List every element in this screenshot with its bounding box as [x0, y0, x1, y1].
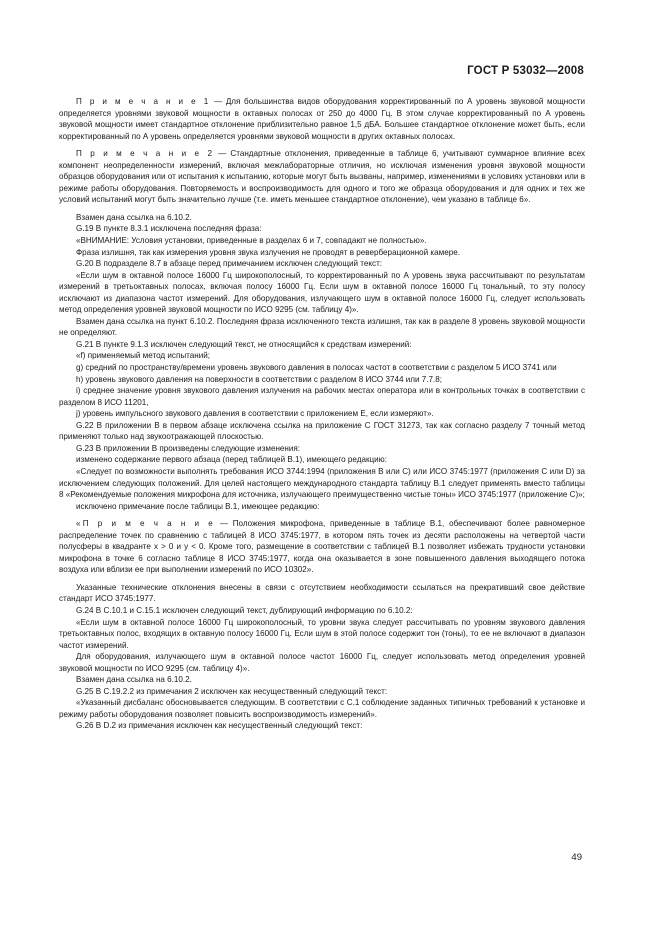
list-item: j) уровень импульсного звукового давления в соответствии с приложением Е, если измеряют».	[76, 409, 434, 419]
text-paragraph: Взамен дана ссылка на 6.10.2.	[76, 212, 192, 222]
clause-g23: G.23 В приложении В произведены следующие изменения:	[76, 443, 301, 453]
clause-g19: G.19 В пункте 8.3.1 исключена последняя фраза:	[76, 224, 262, 234]
note-label: П р и м е ч а н и е 1	[76, 97, 211, 106]
text-paragraph: «Если шум в октавной полосе 16000 Гц широкополосный, то уровни звука следует рассчитывать по уровням звукового давления третьоктавных полос, входящих в октавную полосу 16000 Гц. Если шум в этой полосе содержит тон (тоны), то ее не включают в диапазон частот измерений.	[59, 617, 585, 650]
list-item: h) уровень звукового давления на поверхности в соответствии с разделом 8 ИСО 3744 или 7.7.8;	[76, 374, 442, 384]
page-number: 49	[571, 852, 582, 863]
page-body	[59, 96, 585, 732]
list-item: g) средний по пространству/времени уровень звукового давления в полосах частот в соответствии с разделом 5 ИСО 3741 или	[76, 363, 557, 373]
text-paragraph: изменено содержание первого абзаца (перед таблицей В.1), имеющего редакцию:	[76, 455, 387, 465]
clause-g21: G.21 В пункте 9.1.3 исключен следующий текст, не относящийся к средствам измерений:	[76, 339, 412, 349]
text-paragraph: «Следует по возможности выполнять требования ИСО 3744:1994 (приложения В или С) или ИСО 3745:1977 (приложения С или D) за исключением следующих положений. Для целей настоящего международного стандарта таблицу В.1 следует применять вместо таблицы 8 «Рекомендуемые положения микрофона для источника, излучающего преимущественно чистые тоны» ИСО 3745:1977 (приложение С)»;	[59, 466, 585, 500]
list-item: i) среднее значение уровня звукового давления излучения на рабочих местах оператора или в контрольных точках в соответствии с разделом 8 ИСО 11201,	[59, 386, 585, 407]
clause-g25: G.25 В С.19.2.2 из примечания 2 исключен как несущественный следующий текст:	[76, 686, 388, 696]
text-paragraph: Взамен дана ссылка на 6.10.2.	[76, 675, 192, 685]
text-paragraph: Фраза излишня, так как измерения уровня звука излучения не проводят в реверберационной камере.	[76, 247, 460, 257]
text-paragraph: исключено примечание после таблицы В.1, имеющее редакцию:	[76, 501, 320, 511]
text-paragraph: «Если шум в октавной полосе 16000 Гц широкополосный, то корректированный по А уровень звука рассчитывают по результатам измерений в третьоктавных полосах, включая полосу 16000 Гц. Если шум в октавной полосе 16000 Гц тональный, то эту полосу исключают из диапазона частот измерений. Для оборудования, излучающего шум в октавной полосе 16000 Гц, следует использовать метод определения уровней звуковой мощности по ИСО 9295 (см. таблицу 4)».	[59, 270, 585, 315]
text-paragraph: «ВНИМАНИЕ: Условия установки, приведенные в разделах 6 и 7, совпадают не полностью».	[76, 236, 427, 246]
note-1-paragraph	[59, 96, 585, 142]
text-paragraph: Для оборудования, излучающего шум в октавной полосе частот 16000 Гц, следует использовать метод определения уровней звуковой мощности по ИСО 9295 (см. таблицу 4)».	[59, 652, 585, 673]
note-text: — Для большинства видов оборудования корректированный по А уровень звуковой мощности определяется уровнями звуковой мощности в октавных полосах от 250 до 4000 Гц. В этом случае корректированный по А уровень звуковой мощности имеет стандартное отклонение приблизительно равное 1,5 дБА. Большее стандартное отклонение может быть, если корректированный по А уровень определяется уровнями звуковой мощности в других октавных полосах.	[59, 97, 585, 141]
clause-g20: G.20 В подразделе 8.7 в абзаце перед примечанием исключен следующий текст:	[76, 259, 383, 269]
note-2-paragraph	[59, 148, 585, 206]
note-text: — Стандартные отклонения, приведенные в таблице 6, учитывают суммарное влияние всех компонент неопределенности измерений, включая межлабораторные отличия, но исключая изменения уровня звуковой мощности образцов оборудования или от испытания к испытанию, которые могут быть вызваны, например, изменениями в условиях установки или в режиме работы оборудования. Повторяемость и воспроизводимость для одного и того же образца оборудования и для одних и тех же условий испытаний могут быть значительно лучше (т.е. иметь меньшее стандартное отклонение), чем указано в таблице 6».	[59, 149, 585, 205]
clause-g26: G.26 В D.2 из примечания исключен как несущественный следующий текст:	[76, 721, 363, 731]
text-paragraph: Взамен дана ссылка на пункт 6.10.2. Последняя фраза исключенного текста излишня, так как в разделе 8 уровень звуковой мощности не определяют.	[59, 316, 585, 338]
list-item: «f) применяемый метод испытаний;	[76, 351, 211, 361]
clause-g24: G.24 В С.10.1 и С.15.1 исключен следующий текст, дублирующий информацию по 6.10.2:	[76, 605, 413, 615]
clause-g22: G.22 В приложении В в первом абзаце исключена ссылка на приложение С ГОСТ 31273, так как согласно разделу 7 точный метод применяют только над звукоотражающей плоскостью.	[59, 420, 585, 442]
note-text: — Положения микрофона, приведенные в таблице В.1, обеспечивают более равномерное распределение точек по сравнению с таблицей 8 ИСО 3745:1977, в котором пять точек из десяти расположены на четвертой части полусферы в квадранте х > 0 и у < 0. Кроме того, размещение в соответствии с таблицей В.1 позволяет избежать трудности установки микрофона в точке 6 согласно таблице 8 ИСО 3745:1977, когда она оказывается в зоне повышенного давления выходящего потока воздуха или вблизи ее при выполнении измерений по ИСО 10302».	[59, 519, 586, 575]
text-paragraph: «Указанный дисбаланс обосновывается следующим. В соответствии с С.1 соблюдение заданных типичных требований к установке и режиму работы оборудования позволяет повысить воспроизводимость измерений».	[59, 698, 585, 719]
note-label: П р и м е ч а н и е 2	[76, 149, 215, 159]
quoted-note-paragraph	[59, 518, 585, 576]
document-id-header: ГОСТ Р 53032—2008	[467, 65, 584, 77]
text-paragraph: Указанные технические отклонения внесены в связи с отсутствием необходимости ссылаться на прекративший свое действие стандарт ИСО 3745:1977.	[59, 582, 585, 604]
note-label: «П р и м е ч а н и е	[76, 519, 215, 529]
